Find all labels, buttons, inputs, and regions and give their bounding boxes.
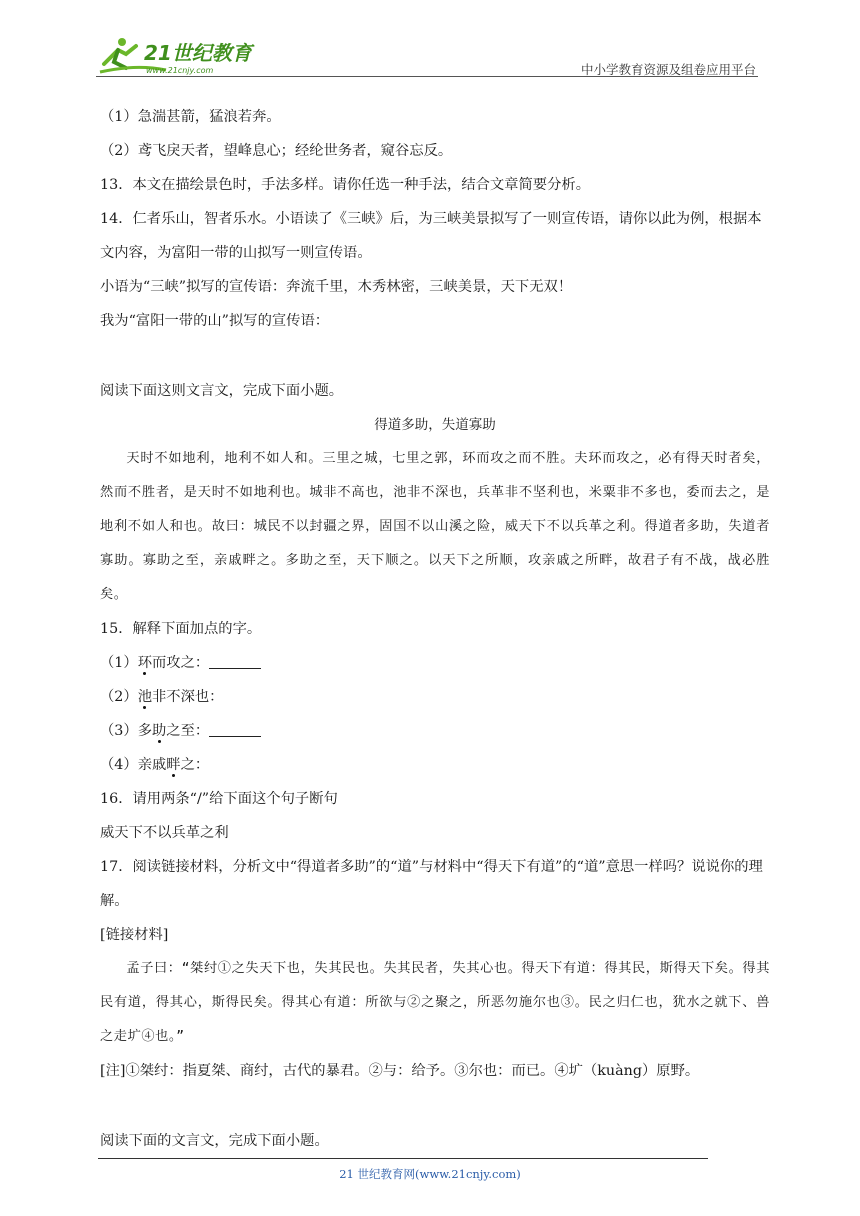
sub-text: 亲戚 — [137, 757, 167, 773]
q15-sub-1 — [100, 646, 770, 680]
dotted-char: 环 — [137, 655, 152, 671]
footer-source[interactable]: 21 世纪教育网(www.21cnjy.com) — [339, 1167, 521, 1181]
sentence-item: （2）鸢飞戾天者，望峰息心；经纶世务者，窥谷忘反。 — [100, 143, 453, 159]
footer-divider — [98, 1158, 708, 1159]
sub-num: （1） — [100, 655, 138, 671]
sub-text: 非不深也： — [152, 689, 224, 705]
question-14: 14．仁者乐山，智者乐水。小语读了《三峡》后，为三峡美景拟写了一则宣传语，请你以此为例，根据本文内容，为富阳一带的山拟写一则宣传语。 — [100, 211, 762, 261]
question-13: 13．本文在描绘景色时，手法多样。请你任选一种手法，结合文章简要分析。 — [100, 177, 590, 193]
dotted-char: 畔 — [166, 757, 181, 773]
question-15: 15．解释下面加点的字。 — [100, 621, 262, 637]
annotation-note: [注]①桀纣：指夏桀、商纣，古代的暴君。②与：给予。③尔也：而已。④圹（kuàng）原野。 — [100, 1063, 700, 1079]
slogan-prompt: 我为“富阳一带的山”拟写的宣传语： — [100, 313, 330, 329]
q16-sentence: 威天下不以兵革之利 — [100, 825, 229, 841]
logo-url: www.21cnjy.com — [146, 66, 214, 75]
material-label: [链接材料] — [100, 927, 169, 943]
document-body — [100, 100, 770, 1158]
linked-material: 孟子曰：“桀纣①之失天下也，失其民也。失其民者，失其心也。得天下有道：得其民，斯得天下矣。得其民有道，得其心，斯得民矣。得其心有道：所欲与②之聚之，所恶勿施尔也③。民之归仁也，犹水之就下、兽之走圹④也。” — [100, 961, 770, 1044]
answer-blank[interactable] — [209, 722, 261, 737]
sub-num: （2） — [100, 689, 138, 705]
header-divider — [96, 76, 758, 77]
sentence-item: （1）急湍甚箭，猛浪若奔。 — [100, 109, 281, 125]
passage-title: 得道多助，失道寡助 — [374, 417, 496, 433]
logo-text: 21世纪教育 — [144, 41, 252, 65]
platform-name: 中小学教育资源及组卷应用平台 — [580, 62, 756, 77]
q15-sub-3 — [100, 714, 770, 748]
spacer — [100, 338, 770, 374]
page-header — [96, 30, 756, 78]
sub-num: （3） — [100, 723, 138, 739]
dotted-char: 池 — [137, 689, 152, 705]
classical-passage: 天时不如地利，地利不如人和。三里之城，七里之郭，环而攻之而不胜。夫环而攻之，必有得天时者矣，然而不胜者，是天时不如地利也。城非不高也，池非不深也，兵革非不坚利也，米粟非不多也，委而去之，是地利不如人和也。故曰：城民不以封疆之界，固国不以山溪之险，威天下不以兵革之利。得道者多助，失道者寡助。寡助之至，亲戚畔之。多助之至，天下顺之。以天下之所顺，攻亲戚之所畔，故君子有不战，战必胜矣。 — [100, 451, 770, 602]
q15-sub-2 — [100, 680, 770, 714]
spacer — [100, 1088, 770, 1124]
answer-blank[interactable] — [209, 654, 261, 669]
sub-text: 之至： — [166, 723, 210, 739]
reading-intro: 阅读下面这则文言文，完成下面小题。 — [100, 383, 344, 399]
sub-text: 之： — [180, 757, 210, 773]
sub-text: 多 — [137, 723, 152, 739]
question-16: 16．请用两条“/”给下面这个句子断句 — [100, 791, 338, 807]
reading-outro: 阅读下面的文言文，完成下面小题。 — [100, 1133, 329, 1149]
sample-slogan: 小语为“三峡”拟写的宣传语：奔流千里，木秀林密，三峡美景，天下无双！ — [100, 279, 573, 295]
question-17: 17．阅读链接材料，分析文中“得道者多助”的“道”与材料中“得天下有道”的“道”意思一样吗？说说你的理解。 — [100, 859, 763, 909]
site-logo[interactable] — [96, 34, 256, 76]
q15-sub-4 — [100, 748, 770, 782]
sub-num: （4） — [100, 757, 138, 773]
sub-text: 而攻之： — [152, 655, 210, 671]
dotted-char: 助 — [152, 723, 167, 739]
